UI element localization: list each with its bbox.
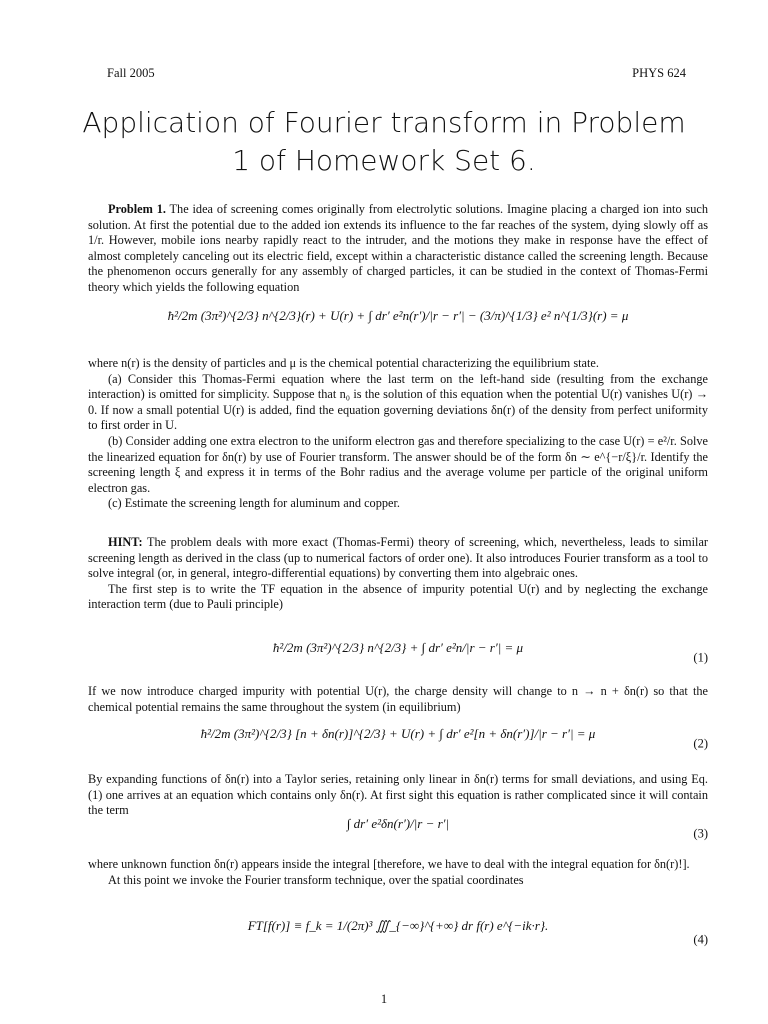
hint-p4-block [88, 772, 708, 819]
tf-equation [88, 308, 708, 348]
header-semester: Fall 2005 [107, 66, 155, 80]
equation-4-text: FT[f(r)] ≡ f_k = 1/(2π)³ ∭_{−∞}^{+∞} dr f(r) e^{−ik·r}. [247, 918, 549, 933]
after-equation-text: where n(r) is the density of particles and μ is the chemical potential characterizing the equilibrium state. [88, 356, 599, 370]
part-c: (c) Estimate the screening length for aluminum and copper. [108, 496, 400, 511]
problem-label: Problem 1. [108, 202, 166, 216]
equation-4-number: (4) [693, 932, 708, 947]
page-number: 1 [380, 992, 388, 1006]
hint-p3: If we now introduce charged impurity with potential U(r), the charge density will change to n → n + δn(r) so that the chemical potential remains the same throughout the system (in equilibrium) [88, 684, 708, 714]
header-course: PHYS 624 [632, 66, 686, 80]
equation-3-number: (3) [693, 826, 708, 841]
part-b: (b) Consider adding one extra electron to the uniform electron gas and therefore specializing to the case U(r) = e²/r. Solve the linearized equation for δn(r) by use of Fourier transform. The answer should be of the form δn ∼ e^{−r/ξ}/r. Identify the screening length ξ and express it in terms of the Bohr radius and the average volume per particle of the original uniform electron gas. [88, 433, 708, 495]
hint-p5: where unknown function δn(r) appears inside the integral [therefore, we have to deal with the integral equation for δn(r)!]. [88, 857, 690, 871]
hint-p5-block [88, 857, 708, 888]
equation-2-number: (2) [693, 736, 708, 751]
tf-equation-text: ħ²/2m (3π²)^{2/3} n^{2/3}(r) + U(r) + ∫ dr′ e²n(r′)/|r − r′| − (3/π)^{1/3} e² n^{1/3}(r) = μ [167, 308, 629, 323]
hint-p4: By expanding functions of δn(r) into a Taylor series, retaining only linear in δn(r) terms for small deviations, and using Eq. (1) one arrives at an equation which contains only δn(r). At first sight this equation is rather complicated since it will contain the term [88, 772, 708, 818]
hint-section [88, 535, 708, 613]
equation-2 [88, 726, 708, 762]
equation-1-text: ħ²/2m (3π²)^{2/3} n^{2/3} + ∫ dr′ e²n/|r − r′| = μ [272, 640, 524, 655]
equation-3-text: ∫ dr′ e²δn(r′)/|r − r′| [346, 816, 450, 831]
equation-2-text: ħ²/2m (3π²)^{2/3} [n + δn(r)]^{2/3} + U(r) + ∫ dr′ e²[n + δn(r′)]/|r − r′| = μ [200, 726, 596, 741]
hint-p2: The first step is to write the TF equation in the absence of impurity potential U(r) and by neglecting the exchange interaction term (due to Pauli principle) [88, 581, 708, 612]
hint-p6: At this point we invoke the Fourier transform technique, over the spatial coordinates [108, 872, 524, 887]
part-a: (a) Consider this Thomas-Fermi equation where the last term on the left-hand side (resulting from the exchange interaction) is omitted for simplicity. Suppose that n₀ is the solution of this equation when the potential U(r) vanishes U(r) → 0. If now a small potential U(r) is added, find the equation governing deviations δn(r) of the density from perfect uniformity to first order in U. [88, 371, 708, 433]
equation-4 [88, 918, 708, 962]
equation-1 [88, 640, 708, 676]
problem-intro [88, 202, 708, 296]
equation-3 [88, 816, 708, 852]
hint-p1: The problem deals with more exact (Thomas-Fermi) theory of screening, which, nevertheless, leads to similar screening length as derived in the class (up to numerical factors of order one). It also introduces Fourier transform as a tool to solve integral (or, in general, integro-differential equations) by converting them into algebraic ones. [88, 535, 708, 581]
problem-parts [88, 356, 708, 512]
problem-intro-text: The idea of screening comes originally from electrolytic solutions. Imagine placing a charged ion into such solution. At first the potential due to the added ion extends its influence to the far reaches of the system, dying slowly off as 1/r. However, mobile ions nearby rapidly react to the intruder, and the motions they make in response have the effect of almost completely canceling out its electric field, except within a characteristic distance called the screening length. Because the phenomenon occurs generally for any assembly of charged particles, it can be studied in the context of Thomas-Fermi theory which yields the following equation [88, 202, 709, 294]
hint-p3-block [88, 684, 708, 715]
hint-label: HINT: [108, 535, 143, 549]
page-title: Application of Fourier transform in Problem 1 of Homework Set 6. [82, 106, 686, 177]
equation-1-number: (1) [693, 650, 708, 665]
